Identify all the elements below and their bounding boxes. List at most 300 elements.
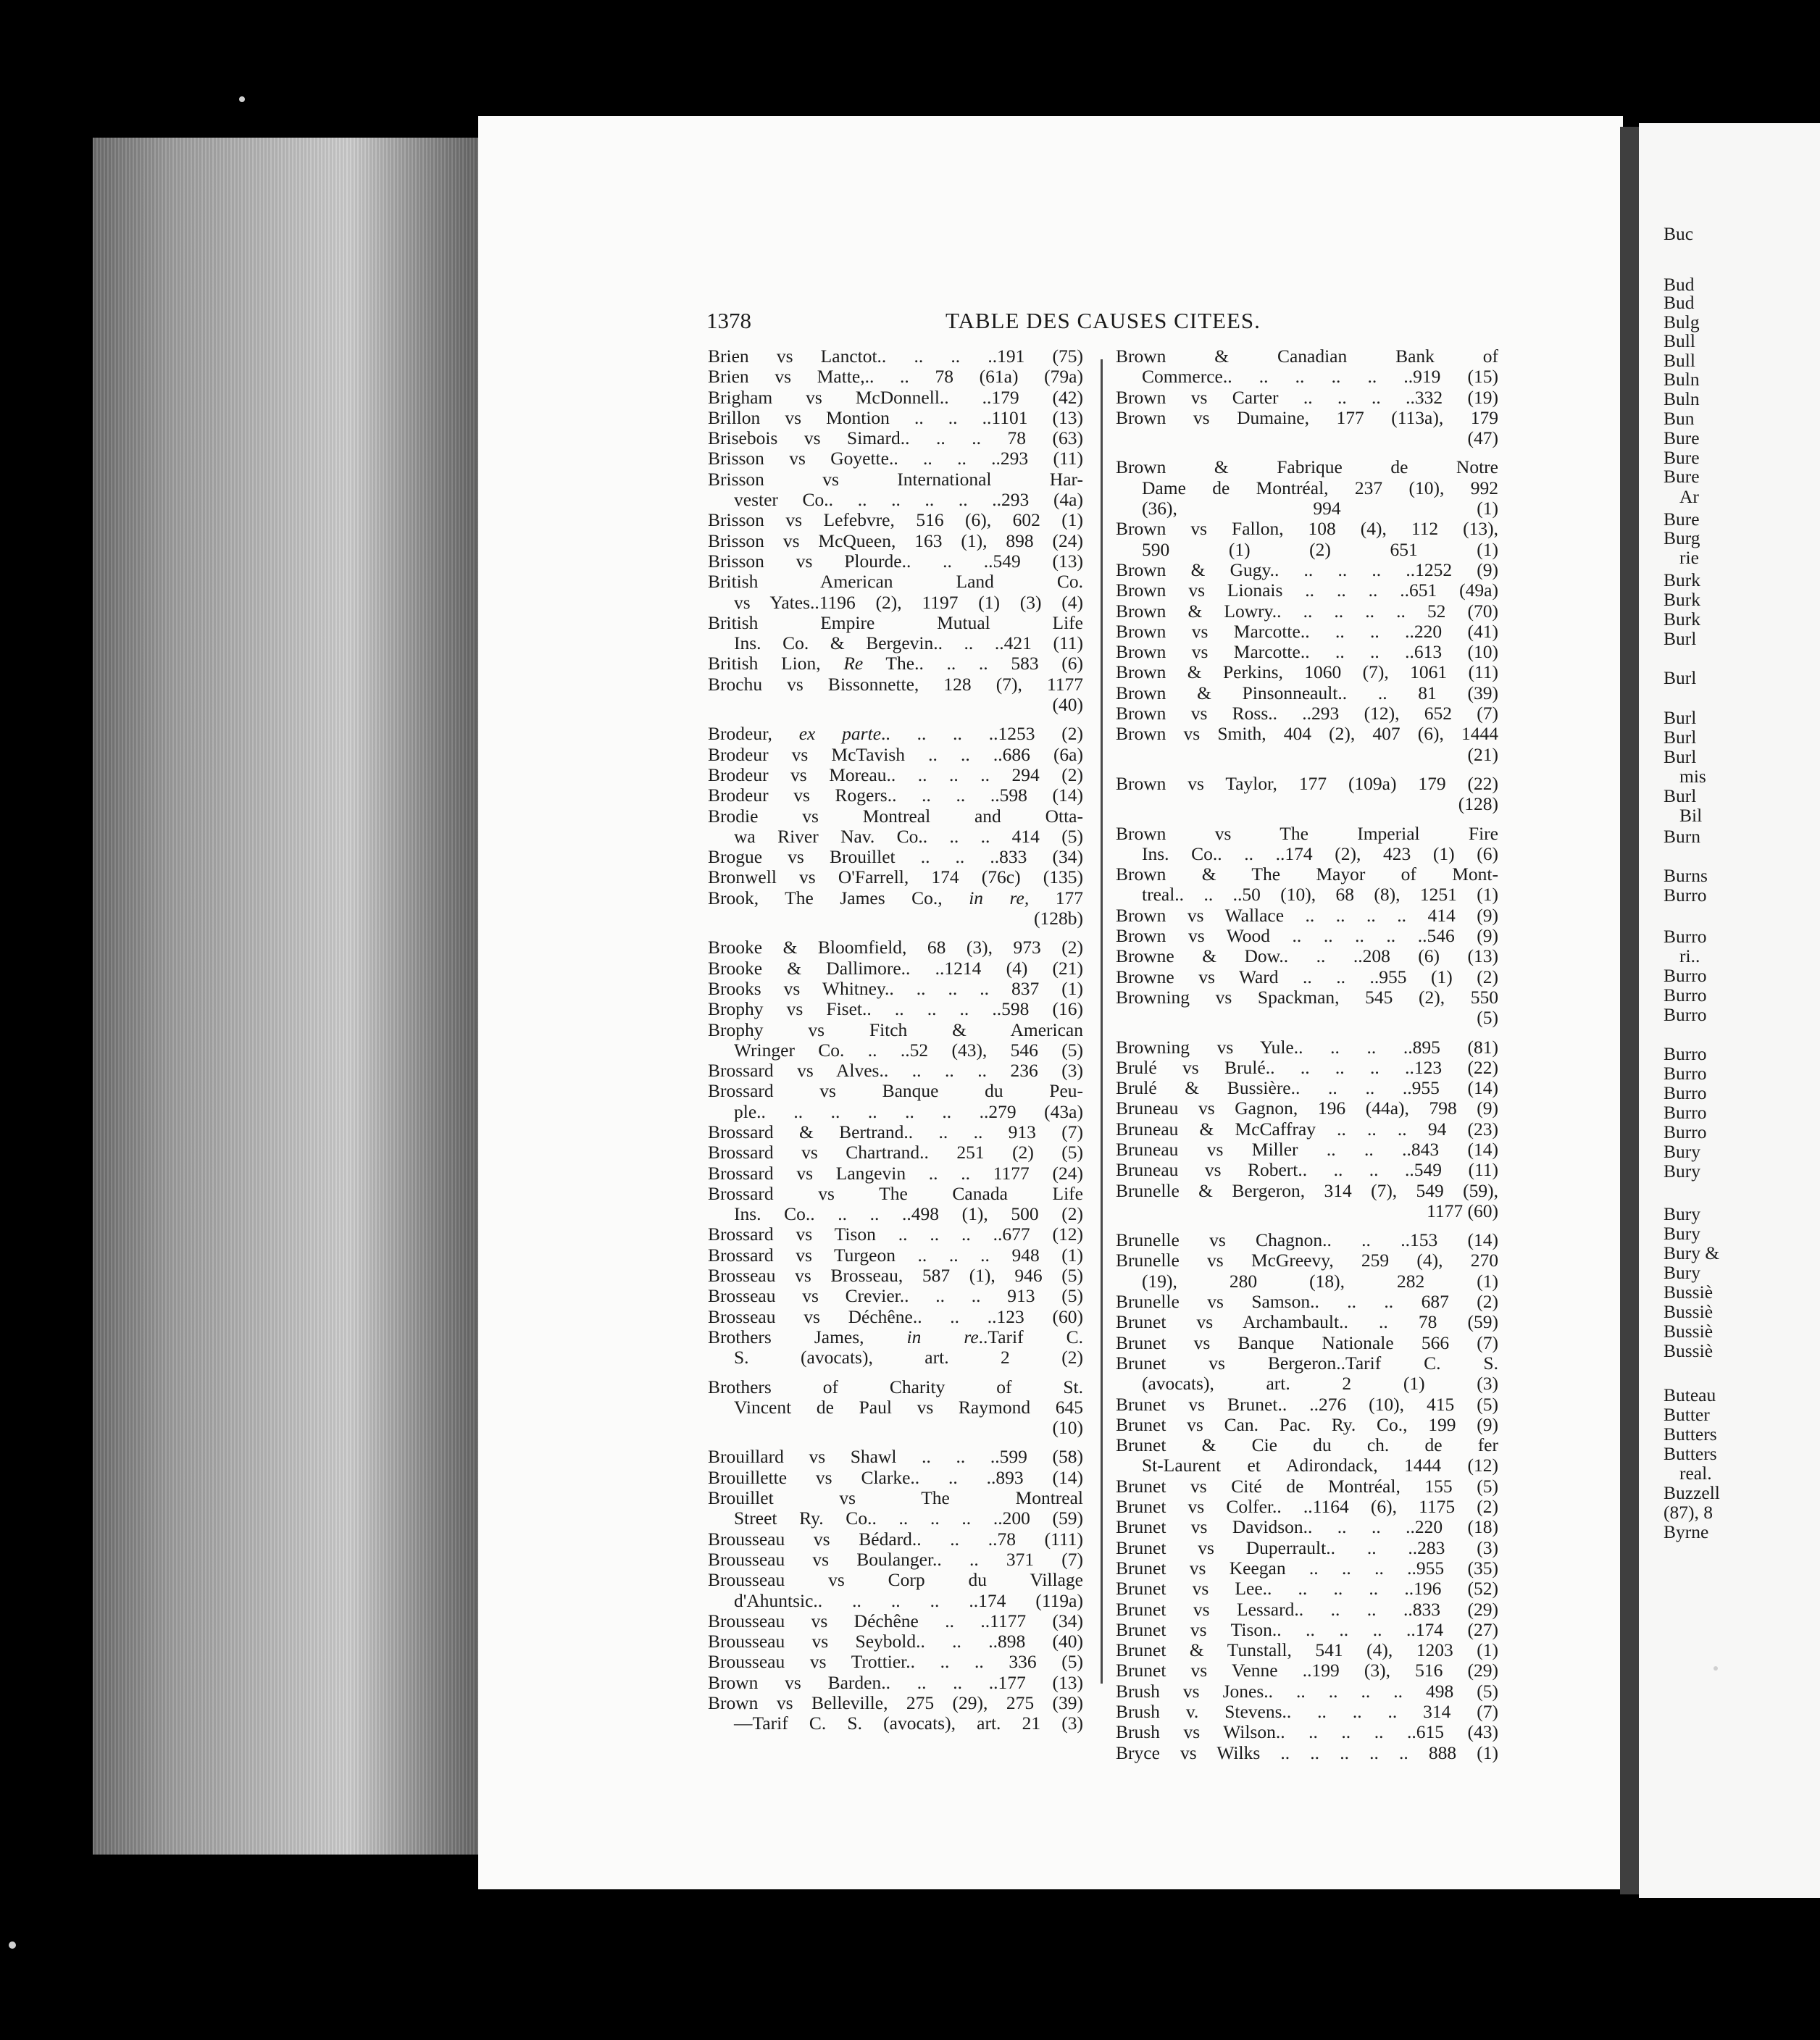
truncated-entry-fragment: Burk <box>1664 609 1700 630</box>
index-entry <box>708 1488 1083 1529</box>
truncated-entry-fragment: Burro <box>1664 1082 1707 1103</box>
right-page-partial <box>1639 123 1820 1898</box>
index-entry <box>1116 1660 1498 1681</box>
truncated-entry-fragment: Bussiè <box>1664 1340 1713 1361</box>
entry-line: Brosseau vs Brosseau, 587 (1), 946 (5) <box>708 1265 1083 1287</box>
index-entry <box>708 979 1083 999</box>
index-entry <box>1116 1415 1498 1435</box>
truncated-entry-fragment: Burk <box>1664 589 1700 610</box>
truncated-entry-fragment: Burro <box>1664 1121 1707 1142</box>
index-entry <box>708 806 1083 848</box>
index-entry <box>1116 967 1498 987</box>
entry-line: Brown vs Taylor, 177 (109a) 179 (22) <box>1116 772 1498 794</box>
entry-line: Brunet & Tunstall, 541 (4), 1203 (1) <box>1116 1639 1498 1661</box>
index-entry <box>1116 1140 1498 1160</box>
index-entry <box>1116 683 1498 703</box>
entry-line: Brunet vs Bergeron..Tarif C. S. <box>1116 1352 1498 1374</box>
truncated-entry-fragment: Burl <box>1664 785 1697 806</box>
index-column-left <box>708 346 1083 1734</box>
entry-line: Brisson vs Lefebvre, 516 (6), 602 (1) <box>708 509 1083 531</box>
truncated-entry-fragment: Bud <box>1664 292 1695 313</box>
index-entry <box>1116 1620 1498 1640</box>
entry-line: Brousseau vs Seybold.. .. ..898 (40) <box>708 1631 1083 1652</box>
entry-continuation: vs Yates..1196 (2), 1197 (1) (3) (4) <box>734 591 1083 613</box>
index-entry <box>1116 580 1498 601</box>
entry-continuation: vester Co.. .. .. .. .. ..293 (4a) <box>734 489 1083 511</box>
entry-line: Brush vs Wilson.. .. .. .. ..615 (43) <box>1116 1721 1498 1743</box>
truncated-entry-fragment: (87), 8 <box>1664 1502 1713 1523</box>
entry-line: Brunet vs Lee.. .. .. .. ..196 (52) <box>1116 1578 1498 1600</box>
entry-line: Brossard vs Alves.. .. .. .. 236 (3) <box>708 1060 1083 1082</box>
entry-tail: (10) <box>1052 1417 1083 1439</box>
entry-tail: (5) <box>1477 1007 1498 1029</box>
index-entry <box>708 1224 1083 1245</box>
index-entry <box>708 408 1083 428</box>
entry-line: Brisebois vs Simard.. .. .. 78 (63) <box>708 427 1083 449</box>
index-entry <box>1116 1435 1498 1476</box>
index-entry <box>1116 1292 1498 1312</box>
entry-line: Brossard vs The Canada Life <box>708 1182 1083 1204</box>
entry-line: Brophy vs Fiset.. .. .. .. ..598 (16) <box>708 998 1083 1020</box>
entry-line: Brooks vs Whitney.. .. .. .. 837 (1) <box>708 977 1083 999</box>
index-entry <box>708 428 1083 448</box>
truncated-entry-fragment: Burl <box>1664 667 1697 688</box>
entry-line: Brown vs Lionais .. .. .. ..651 (49a) <box>1116 580 1498 601</box>
index-entry <box>708 1570 1083 1611</box>
index-entry <box>1116 724 1498 765</box>
entry-line: Brook, The James Co., in re, 177 <box>708 887 1083 908</box>
entry-line: Bryce vs Wilks .. .. .. .. .. 888 (1) <box>1116 1742 1498 1763</box>
truncated-entry-fragment: Burro <box>1664 985 1707 1006</box>
truncated-entry-fragment: Burn <box>1664 826 1700 847</box>
index-entry <box>1116 1743 1498 1763</box>
index-entry <box>1116 1160 1498 1180</box>
truncated-entry-fragment: Bussiè <box>1664 1301 1713 1322</box>
truncated-entry-fragment: Buzzell <box>1664 1482 1720 1503</box>
entry-line: Brisson vs Goyette.. .. .. ..293 (11) <box>708 448 1083 469</box>
truncated-entry-fragment: Burro <box>1664 1043 1707 1064</box>
index-entry <box>708 1693 1083 1734</box>
index-entry <box>1116 1395 1498 1415</box>
entry-line: Brunet vs Archambault.. .. 78 (59) <box>1116 1311 1498 1333</box>
entry-continuation: —Tarif C. S. (avocats), art. 21 (3) <box>734 1713 1083 1734</box>
entry-line: Brown vs Fallon, 108 (4), 112 (13), <box>1116 518 1498 540</box>
book-page-edges <box>93 138 488 1855</box>
entry-line: Brouillard vs Shawl .. .. ..599 (58) <box>708 1446 1083 1468</box>
index-entry <box>708 1245 1083 1266</box>
index-entry <box>1116 1476 1498 1497</box>
entry-line: Brisson vs Plourde.. .. ..549 (13) <box>708 550 1083 572</box>
entry-line: Brunelle vs Chagnon.. .. ..153 (14) <box>1116 1229 1498 1251</box>
entry-continuation: St-Laurent et Adirondack, 1444 (12) <box>1142 1455 1498 1476</box>
truncated-entry-fragment: Bury & <box>1664 1242 1720 1263</box>
index-entry <box>1116 1058 1498 1078</box>
entry-line: Brunet vs Duperrault.. .. ..283 (3) <box>1116 1537 1498 1558</box>
entry-tail: (47) <box>1467 427 1498 449</box>
entry-continuation: treal.. .. ..50 (10), 68 (8), 1251 (1) <box>1142 884 1498 906</box>
truncated-entry-fragment: Buc <box>1664 223 1694 244</box>
entry-tail: (40) <box>1052 694 1083 716</box>
entry-line: Brodie vs Montreal and Otta- <box>708 805 1083 827</box>
truncated-entry-fragment: Bussiè <box>1664 1282 1713 1303</box>
entry-line: Brigham vs McDonnell.. ..179 (42) <box>708 386 1083 408</box>
entry-line: Brillon vs Montion .. .. ..1101 (13) <box>708 406 1083 428</box>
index-entry <box>708 469 1083 511</box>
entry-line: Bruneau vs Gagnon, 196 (44a), 798 (9) <box>1116 1098 1498 1119</box>
index-entry <box>708 531 1083 551</box>
index-entry <box>1116 601 1498 622</box>
entry-line: Brophy vs Fitch & American <box>708 1019 1083 1040</box>
entry-line: Brown & Lowry.. .. .. .. .. 52 (70) <box>1116 600 1498 622</box>
index-entry <box>1116 1312 1498 1332</box>
index-entry <box>708 572 1083 613</box>
truncated-entry-fragment: Bury <box>1664 1161 1700 1182</box>
entry-line: Brown vs Ross.. ..293 (12), 652 (7) <box>1116 703 1498 724</box>
entry-line: Brunet vs Lessard.. .. .. ..833 (29) <box>1116 1598 1498 1620</box>
entry-line: Brisson vs International Har- <box>708 468 1083 490</box>
entry-line: Brosseau vs Déchêne.. .. ..123 (60) <box>708 1305 1083 1327</box>
entry-tail: (128) <box>1458 793 1498 815</box>
truncated-entry-fragment: Burl <box>1664 746 1697 767</box>
column-divider <box>1101 359 1103 1684</box>
entry-line: Brown vs Dumaine, 177 (113a), 179 <box>1116 406 1498 428</box>
entry-continuation: (36), 994 (1) <box>1142 498 1498 519</box>
entry-tail: 1177 (60) <box>1427 1200 1498 1221</box>
index-entry <box>1116 1681 1498 1702</box>
truncated-entry-fragment: Burro <box>1664 885 1707 906</box>
entry-line: Brodeur vs Rogers.. .. .. ..598 (14) <box>708 785 1083 806</box>
entry-line: Brosseau vs Crevier.. .. .. 913 (5) <box>708 1285 1083 1307</box>
entry-line: Brown & Fabrique de Notre <box>1116 456 1498 478</box>
truncated-entry-fragment: Burro <box>1664 1102 1707 1123</box>
truncated-entry-fragment: Bure <box>1664 427 1700 448</box>
truncated-entry-fragment: rie <box>1679 547 1699 568</box>
entry-line: Brown vs Carter .. .. .. ..332 (19) <box>1116 386 1498 408</box>
index-entry <box>708 551 1083 572</box>
truncated-entry-fragment: Burns <box>1664 865 1708 886</box>
index-entry <box>1116 987 1498 1029</box>
entry-line: Brien vs Lanctot.. .. .. ..191 (75) <box>708 346 1083 367</box>
entry-continuation: Commerce.. .. .. .. .. ..919 (15) <box>1142 366 1498 388</box>
index-entry <box>708 999 1083 1019</box>
index-entry <box>1116 1558 1498 1579</box>
entry-line: Brown vs Marcotte.. .. .. ..613 (10) <box>1116 641 1498 663</box>
entry-line: Brousseau vs Bédard.. .. ..78 (111) <box>708 1528 1083 1550</box>
entry-line: Brodeur vs McTavish .. .. ..686 (6a) <box>708 743 1083 765</box>
entry-line: Browne vs Ward .. .. ..955 (1) (2) <box>1116 966 1498 987</box>
index-entry <box>708 867 1083 887</box>
entry-line: Brown & Canadian Bank of <box>1116 346 1498 367</box>
entry-continuation: ple.. .. .. .. .. .. ..279 (43a) <box>734 1100 1083 1122</box>
index-entry <box>1116 408 1498 449</box>
truncated-entry-fragment: Bull <box>1664 330 1695 351</box>
index-entry <box>708 937 1083 958</box>
italic-term: in re <box>906 1326 979 1347</box>
entry-continuation: d'Ahuntsic.. .. .. .. ..174 (119a) <box>734 1589 1083 1611</box>
entry-line: British American Land Co. <box>708 571 1083 593</box>
index-entry <box>1116 519 1498 560</box>
entry-line: Brown & Pinsonneault.. .. 81 (39) <box>1116 682 1498 703</box>
entry-continuation: Street Ry. Co.. .. .. .. ..200 (59) <box>734 1508 1083 1529</box>
index-entry <box>1116 774 1498 815</box>
index-entry <box>708 1631 1083 1652</box>
entry-line: Brossard & Bertrand.. .. .. 913 (7) <box>708 1121 1083 1142</box>
entry-line: Brunet vs Cité de Montréal, 155 (5) <box>1116 1475 1498 1497</box>
entry-line: Brunet vs Banque Nationale 566 (7) <box>1116 1332 1498 1353</box>
truncated-entry-fragment: Buln <box>1664 369 1700 390</box>
index-entry <box>1116 1579 1498 1599</box>
entry-line: Brunet vs Colfer.. ..1164 (6), 1175 (2) <box>1116 1496 1498 1518</box>
entry-line: Brooke & Dallimore.. ..1214 (4) (21) <box>708 957 1083 979</box>
truncated-entry-fragment: Bure <box>1664 466 1700 487</box>
italic-term: ex parte <box>798 723 882 745</box>
truncated-entry-fragment: Bury <box>1664 1223 1700 1244</box>
truncated-entry-fragment: Bussiè <box>1664 1321 1713 1342</box>
index-entry <box>708 1142 1083 1163</box>
index-entry <box>708 1611 1083 1631</box>
truncated-entry-fragment: Buteau <box>1664 1384 1716 1405</box>
index-entry <box>1116 1538 1498 1558</box>
truncated-entry-fragment: Bulg <box>1664 312 1700 333</box>
entry-line: Brown vs Marcotte.. .. .. ..220 (41) <box>1116 620 1498 642</box>
entry-line: Brulé vs Brulé.. .. .. .. ..123 (22) <box>1116 1056 1498 1078</box>
entry-line: Brown vs Wood .. .. .. .. ..546 (9) <box>1116 925 1498 947</box>
index-entry <box>1116 1640 1498 1660</box>
entry-line: Brooke & Bloomfield, 68 (3), 973 (2) <box>708 937 1083 958</box>
entry-line: Brunet vs Tison.. .. .. .. ..174 (27) <box>1116 1618 1498 1640</box>
entry-line: Brossard vs Langevin .. .. 1177 (24) <box>708 1162 1083 1184</box>
truncated-entry-fragment: Bury <box>1664 1262 1700 1283</box>
index-entry <box>1116 1119 1498 1140</box>
entry-line: Brush vs Jones.. .. .. .. .. 498 (5) <box>1116 1680 1498 1702</box>
entry-line: Brunet vs Venne ..199 (3), 516 (29) <box>1116 1660 1498 1681</box>
index-entry <box>1116 1230 1498 1250</box>
index-entry <box>708 1184 1083 1225</box>
index-entry <box>1116 1600 1498 1620</box>
truncated-entry-fragment: Burro <box>1664 926 1707 947</box>
truncated-entry-fragment: Bil <box>1679 805 1703 826</box>
truncated-entry-fragment: Burro <box>1664 1004 1707 1025</box>
index-entry <box>708 510 1083 530</box>
page-title: TABLE DES CAUSES CITEES. <box>946 308 1261 333</box>
index-entry <box>708 724 1083 744</box>
index-entry <box>708 1468 1083 1488</box>
entry-line: Brown & Gugy.. .. .. .. ..1252 (9) <box>1116 559 1498 580</box>
truncated-entry-fragment: Ar <box>1679 486 1699 507</box>
index-entry <box>1116 1353 1498 1395</box>
truncated-entry-fragment: Bull <box>1664 350 1695 371</box>
truncated-entry-fragment: Byrne <box>1664 1521 1709 1542</box>
truncated-entry-fragment: Burro <box>1664 965 1707 986</box>
truncated-entry-fragment: Burl <box>1664 628 1697 649</box>
index-entry <box>1116 1250 1498 1292</box>
entry-line: Bruneau vs Miller .. .. ..843 (14) <box>1116 1138 1498 1160</box>
index-entry <box>708 448 1083 469</box>
truncated-entry-fragment: Butter <box>1664 1404 1710 1425</box>
index-entry <box>708 1447 1083 1467</box>
index-entry <box>1116 1181 1498 1222</box>
entry-line: Brunelle & Bergeron, 314 (7), 549 (59), <box>1116 1179 1498 1201</box>
index-entry <box>1116 1517 1498 1537</box>
truncated-entry-fragment: Butters <box>1664 1443 1717 1464</box>
entry-line: Brisson vs McQueen, 163 (1), 898 (24) <box>708 530 1083 551</box>
scan-speck <box>1713 1666 1718 1671</box>
entry-line: Brousseau vs Déchêne .. ..1177 (34) <box>708 1610 1083 1631</box>
index-entry <box>1116 1098 1498 1119</box>
entry-line: British Empire Mutual Life <box>708 611 1083 633</box>
index-entry <box>1116 926 1498 946</box>
index-entry <box>1116 906 1498 926</box>
index-entry <box>1116 622 1498 642</box>
index-entry <box>1116 388 1498 408</box>
entry-line: Brunet vs Brunet.. ..276 (10), 415 (5) <box>1116 1393 1498 1415</box>
entry-line: Brothers James, in re..Tarif C. <box>708 1326 1083 1347</box>
entry-line: Brodeur vs Moreau.. .. .. .. 294 (2) <box>708 764 1083 785</box>
truncated-entry-fragment: Bury <box>1664 1141 1700 1162</box>
index-entry <box>1116 1078 1498 1098</box>
entry-line: Bronwell vs O'Farrell, 174 (76c) (135) <box>708 866 1083 888</box>
entry-line: British Lion, Re The.. .. .. 583 (6) <box>708 653 1083 674</box>
index-entry <box>708 1286 1083 1306</box>
index-entry <box>1116 864 1498 906</box>
entry-continuation: Ins. Co. & Bergevin.. .. ..421 (11) <box>734 632 1083 654</box>
index-entry <box>708 1163 1083 1184</box>
entry-line: Brulé & Bussière.. .. .. ..955 (14) <box>1116 1077 1498 1099</box>
index-entry <box>708 785 1083 806</box>
index-entry <box>1116 1497 1498 1517</box>
entry-line: Browning vs Spackman, 545 (2), 550 <box>1116 986 1498 1008</box>
index-entry <box>1116 1037 1498 1058</box>
index-entry <box>1116 1722 1498 1742</box>
italic-term: in re, <box>969 887 1030 908</box>
index-entry <box>708 958 1083 979</box>
index-entry <box>1116 642 1498 662</box>
index-entry <box>708 1652 1083 1672</box>
entry-continuation: (avocats), art. 2 (1) (3) <box>1142 1373 1498 1395</box>
index-entry <box>1116 1702 1498 1722</box>
index-entry <box>708 613 1083 654</box>
entry-line: Brousseau vs Corp du Village <box>708 1569 1083 1591</box>
truncated-entry-fragment: Burro <box>1664 1063 1707 1084</box>
entry-line: Brunet vs Can. Pac. Ry. Co., 199 (9) <box>1116 1413 1498 1435</box>
entry-line: Brown & Perkins, 1060 (7), 1061 (11) <box>1116 661 1498 683</box>
index-entry <box>1116 824 1498 865</box>
index-entry <box>708 1266 1083 1286</box>
entry-continuation: Wringer Co. .. ..52 (43), 546 (5) <box>734 1039 1083 1061</box>
index-entry <box>708 653 1083 674</box>
entry-line: Bruneau vs Robert.. .. .. ..549 (11) <box>1116 1159 1498 1181</box>
truncated-entry-fragment: ri.. <box>1679 945 1700 966</box>
index-entry <box>708 1307 1083 1327</box>
index-entry <box>1116 703 1498 724</box>
index-entry <box>708 847 1083 867</box>
entry-line: Brochu vs Bissonnette, 128 (7), 1177 <box>708 673 1083 695</box>
entry-continuation: S. (avocats), art. 2 (2) <box>734 1347 1083 1368</box>
index-entry <box>1116 346 1498 388</box>
entry-line: Brown vs The Imperial Fire <box>1116 822 1498 844</box>
entry-line: Browne & Dow.. .. ..208 (6) (13) <box>1116 945 1498 967</box>
entry-line: Brunet & Cie du ch. de fer <box>1116 1434 1498 1456</box>
truncated-entry-fragment: real. <box>1679 1463 1712 1484</box>
entry-line: Brunelle vs McGreevy, 259 (4), 270 <box>1116 1250 1498 1271</box>
truncated-entry-fragment: Burl <box>1664 727 1697 748</box>
entry-line: Brossard vs Tison .. .. .. ..677 (12) <box>708 1224 1083 1245</box>
entry-line: Brodeur, ex parte.. .. .. ..1253 (2) <box>708 723 1083 745</box>
truncated-entry-fragment: Burk <box>1664 569 1700 590</box>
entry-continuation: Ins. Co.. .. .. ..498 (1), 500 (2) <box>734 1203 1083 1225</box>
index-entry <box>708 1529 1083 1550</box>
index-entry <box>708 1122 1083 1142</box>
index-entry <box>708 1550 1083 1570</box>
entry-line: Browning vs Yule.. .. .. ..895 (81) <box>1116 1036 1498 1058</box>
entry-continuation: Ins. Co.. .. ..174 (2), 423 (1) (6) <box>1142 843 1498 864</box>
index-entry <box>708 674 1083 716</box>
entry-line: Brush v. Stevens.. .. .. .. 314 (7) <box>1116 1701 1498 1722</box>
entry-tail: (128b) <box>1034 908 1083 929</box>
entry-line: Brossard vs Banque du Peu- <box>708 1080 1083 1102</box>
index-entry <box>1116 946 1498 966</box>
entry-continuation: wa River Nav. Co.. .. .. 414 (5) <box>734 825 1083 847</box>
truncated-entry-fragment: Butters <box>1664 1424 1717 1445</box>
truncated-entry-fragment: Burl <box>1664 707 1697 728</box>
index-entry <box>708 1327 1083 1368</box>
scan-speck <box>239 96 245 102</box>
entry-line: Brien vs Matte,.. .. 78 (61a) (79a) <box>708 366 1083 388</box>
index-entry <box>708 388 1083 408</box>
entry-line: Brousseau vs Trottier.. .. .. 336 (5) <box>708 1651 1083 1673</box>
truncated-entry-fragment: Bun <box>1664 408 1695 429</box>
entry-line: Bruneau & McCaffray .. .. .. 94 (23) <box>1116 1118 1498 1140</box>
entry-continuation: (19), 280 (18), 282 (1) <box>1142 1270 1498 1292</box>
index-column-right <box>1116 346 1498 1763</box>
index-entry <box>1116 560 1498 580</box>
entry-line: Brouillet vs The Montreal <box>708 1487 1083 1509</box>
entry-line: Brown vs Barden.. .. .. ..177 (13) <box>708 1671 1083 1693</box>
index-entry <box>708 1081 1083 1122</box>
entry-line: Brown & The Mayor of Mont- <box>1116 864 1498 885</box>
index-entry <box>1116 1333 1498 1353</box>
entry-line: Brousseau vs Boulanger.. .. 371 (7) <box>708 1548 1083 1570</box>
entry-line: Brown vs Belleville, 275 (29), 275 (39) <box>708 1692 1083 1713</box>
entry-line: Brouillette vs Clarke.. .. ..893 (14) <box>708 1466 1083 1488</box>
index-entry <box>1116 457 1498 519</box>
index-entry <box>708 1061 1083 1081</box>
page-number: 1378 <box>706 308 751 333</box>
entry-line: Brunet vs Davidson.. .. .. ..220 (18) <box>1116 1516 1498 1538</box>
truncated-entry-fragment: Buln <box>1664 388 1700 409</box>
entry-line: Brossard vs Chartrand.. 251 (2) (5) <box>708 1142 1083 1163</box>
index-entry <box>708 888 1083 929</box>
entry-line: Brossard vs Turgeon .. .. .. 948 (1) <box>708 1244 1083 1266</box>
index-entry <box>708 346 1083 367</box>
index-entry <box>708 745 1083 765</box>
entry-line: Brunet vs Keegan .. .. .. ..955 (35) <box>1116 1557 1498 1579</box>
truncated-entry-fragment: Bure <box>1664 447 1700 468</box>
truncated-entry-fragment: Burg <box>1664 527 1700 548</box>
entry-line: Brown vs Wallace .. .. .. .. 414 (9) <box>1116 904 1498 926</box>
truncated-entry-fragment: Bud <box>1664 274 1695 295</box>
entry-tail: (21) <box>1467 743 1498 765</box>
entry-continuation: Vincent de Paul vs Raymond 645 <box>734 1396 1083 1418</box>
entry-line: Brothers of Charity of St. <box>708 1376 1083 1397</box>
index-entry <box>708 1673 1083 1693</box>
entry-line: Brogue vs Brouillet .. .. ..833 (34) <box>708 846 1083 868</box>
index-entry <box>1116 662 1498 682</box>
truncated-entry-fragment: Bure <box>1664 509 1700 530</box>
index-entry <box>708 1020 1083 1061</box>
truncated-entry-fragment: mis <box>1679 766 1706 787</box>
index-entry <box>708 367 1083 387</box>
